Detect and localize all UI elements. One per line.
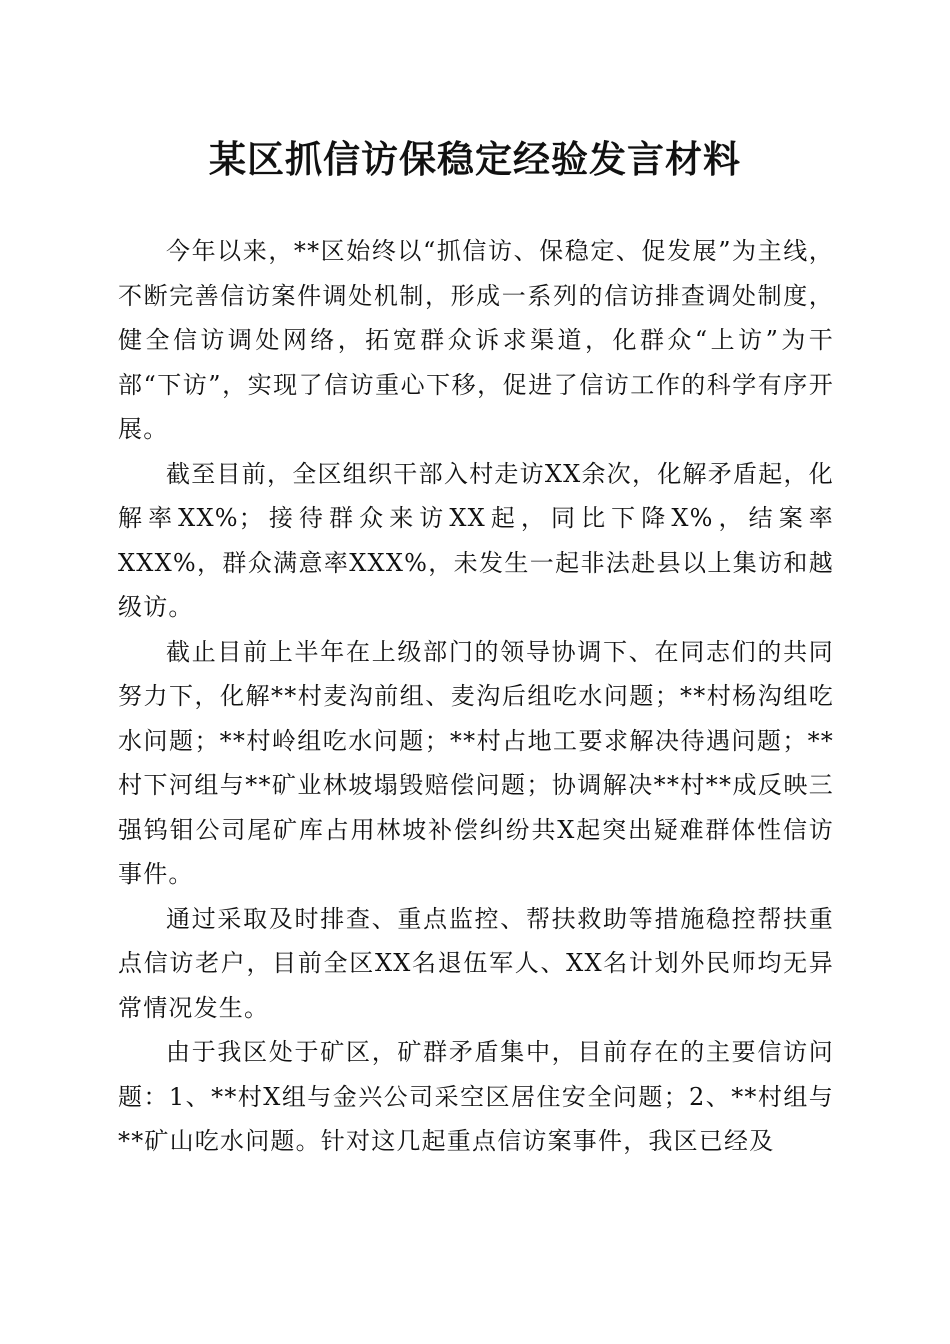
paragraph-resolved-cases: 截止目前上半年在上级部门的领导协调下、在同志们的共同努力下，化解**村麦沟前组、麦沟后组吃水问题；**村杨沟组吃水问题；**村岭组吃水问题；**村占地工要求解决待遇问题；**村下河组与**矿业林坡塌毁赔偿问题；协调解决**村**成反映三强钨钼公司尾矿库占用林坡补偿纠纷共X起突出疑难群体性信访事件。 <box>118 637 834 888</box>
paragraph-existing-issues: 由于我区处于矿区，矿群矛盾集中，目前存在的主要信访问题：1、**村X组与金兴公司采空区居住安全问题；2、**村组与**矿山吃水问题。针对这几起重点信访案事件，我区已经及 <box>118 1038 834 1155</box>
paragraph-statistics: 截至目前，全区组织干部入村走访XX余次，化解矛盾起，化解率XX%；接待群众来访XX起，同比下降X%，结案率XXX%，群众满意率XXX%，未发生一起非法赴县以上集访和越级访。 <box>118 459 834 621</box>
paragraph-key-households: 通过采取及时排查、重点监控、帮扶救助等措施稳控帮扶重点信访老户，目前全区XX名退伍军人、XX名计划外民师均无异常情况发生。 <box>118 904 834 1022</box>
document-title: 某区抓信访保稳定经验发言材料 <box>209 137 741 181</box>
paragraph-intro: 今年以来，**区始终以“抓信访、保稳定、促发展”为主线，不断完善信访案件调处机制，形成一系列的信访排查调处制度，健全信访调处网络，拓宽群众诉求渠道，化群众“上访”为干部“下访”，实现了信访重心下移，促进了信访工作的科学有序开展。 <box>118 237 834 443</box>
document-body <box>118 229 834 1164</box>
